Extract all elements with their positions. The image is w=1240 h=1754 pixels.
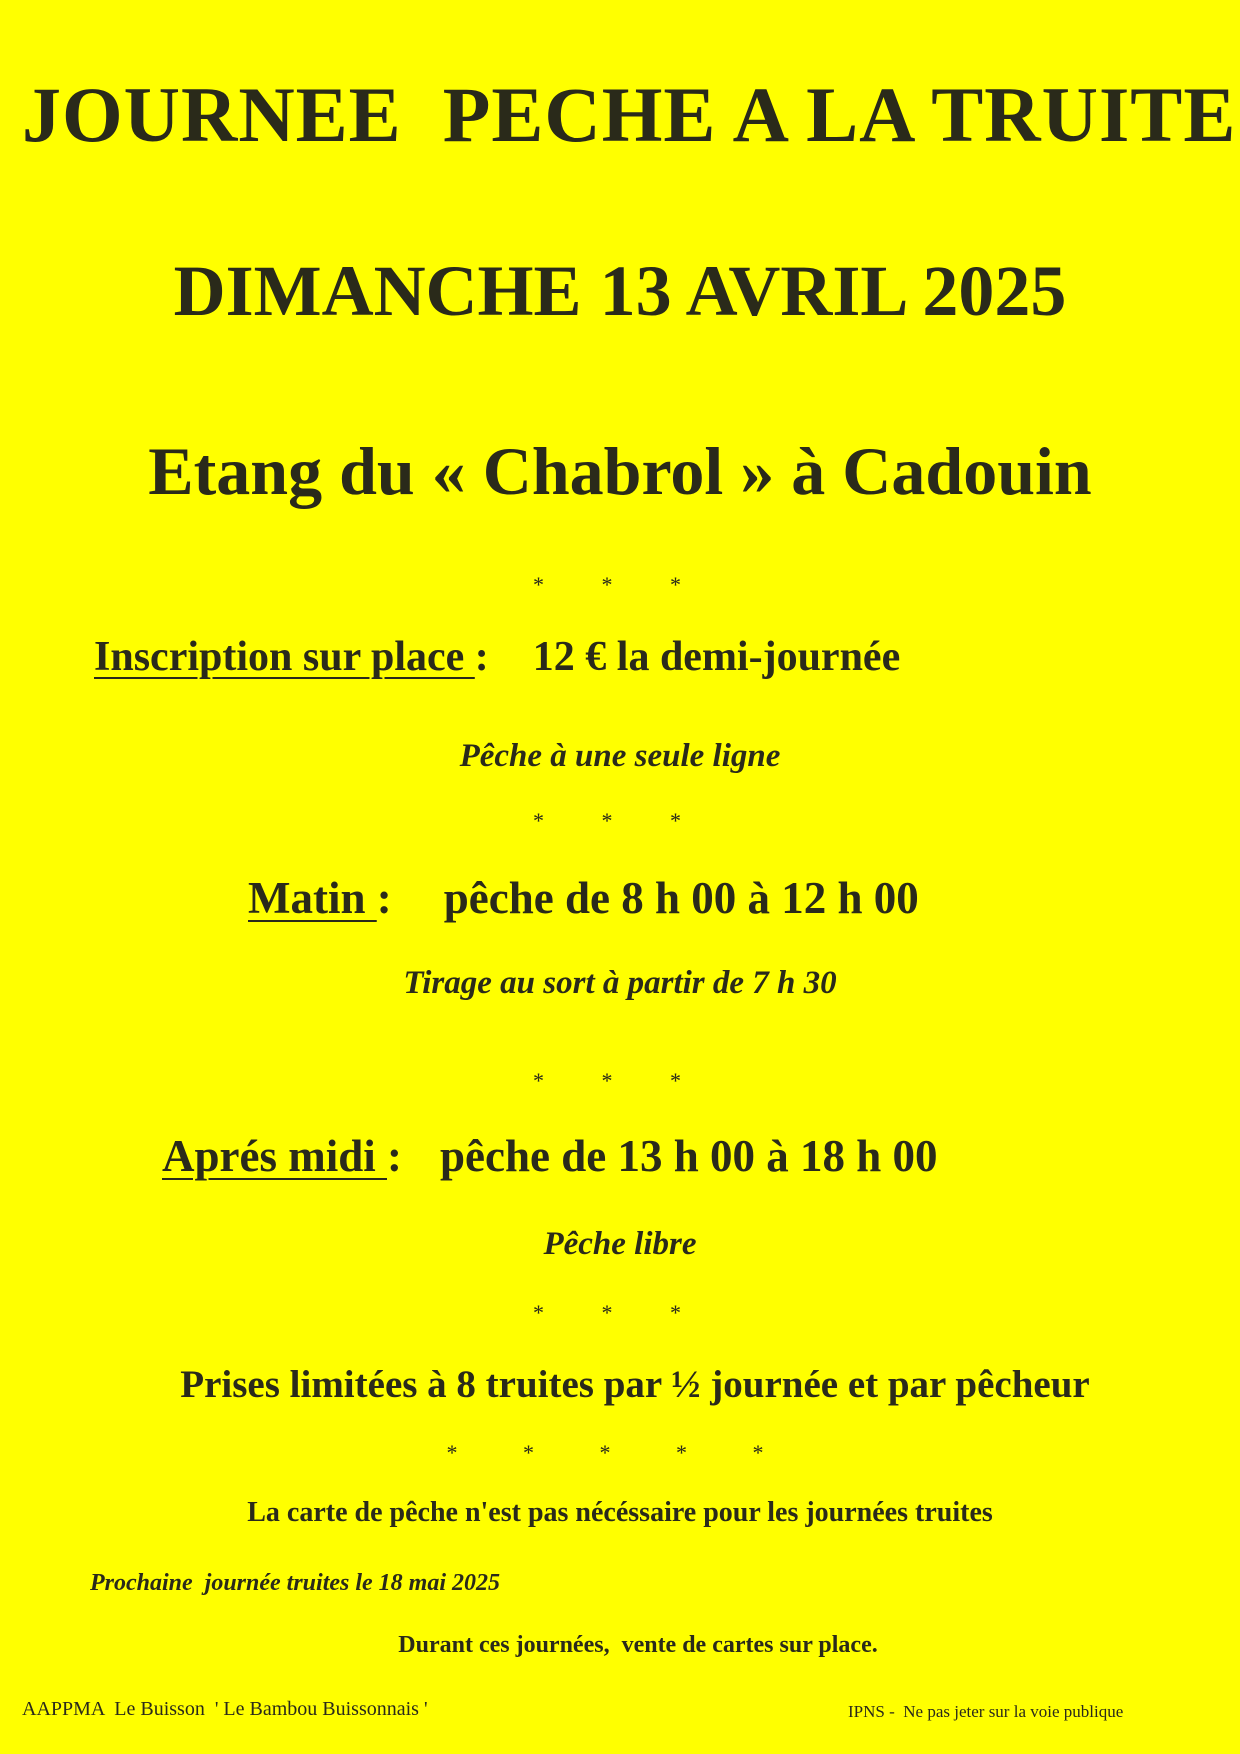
separator-stars: * * *	[533, 808, 707, 833]
separator-stars: * * *	[533, 1068, 707, 1093]
inscription-label: Inscription sur place	[94, 634, 475, 680]
afternoon-label: Aprés midi	[162, 1131, 387, 1181]
organizer-footer: AAPPMA Le Buisson ' Le Bambou Buissonnais '	[22, 1698, 428, 1720]
card-sales: Durant ces journées, vente de cartes sur place.	[398, 1632, 878, 1658]
license-note: La carte de pêche n'est pas nécéssaire pour les journées truites	[247, 1497, 993, 1528]
separator-stars: * * *	[533, 572, 707, 597]
inscription-row	[94, 633, 900, 681]
morning-note: Tirage au sort à partir de 7 h 30	[403, 965, 837, 1001]
afternoon-colon: :	[387, 1131, 402, 1181]
afternoon-row	[162, 1130, 938, 1182]
event-date: DIMANCHE 13 AVRIL 2025	[173, 251, 1067, 331]
event-location: Etang du « Chabrol » à Cadouin	[148, 433, 1092, 509]
poster-title: JOURNEE PECHE A LA TRUITE	[22, 71, 1237, 158]
afternoon-hours: pêche de 13 h 00 à 18 h 00	[440, 1131, 938, 1181]
separator-stars-five: * * * * *	[446, 1440, 794, 1465]
morning-hours: pêche de 8 h 00 à 12 h 00	[443, 873, 919, 923]
next-event: Prochaine journée truites le 18 mai 2025	[90, 1570, 501, 1596]
separator-stars: * * *	[533, 1300, 707, 1325]
catch-limit: Prises limitées à 8 truites par ½ journée et par pêcheur	[180, 1363, 1090, 1406]
inscription-note: Pêche à une seule ligne	[459, 738, 781, 774]
morning-colon: :	[376, 873, 392, 923]
morning-row	[248, 872, 919, 924]
ipns-footer: IPNS - Ne pas jeter sur la voie publique	[848, 1702, 1124, 1721]
inscription-colon: :	[474, 634, 489, 680]
afternoon-note: Pêche libre	[543, 1226, 697, 1262]
inscription-price: 12 € la demi-journée	[532, 634, 901, 680]
morning-label: Matin	[248, 873, 377, 923]
